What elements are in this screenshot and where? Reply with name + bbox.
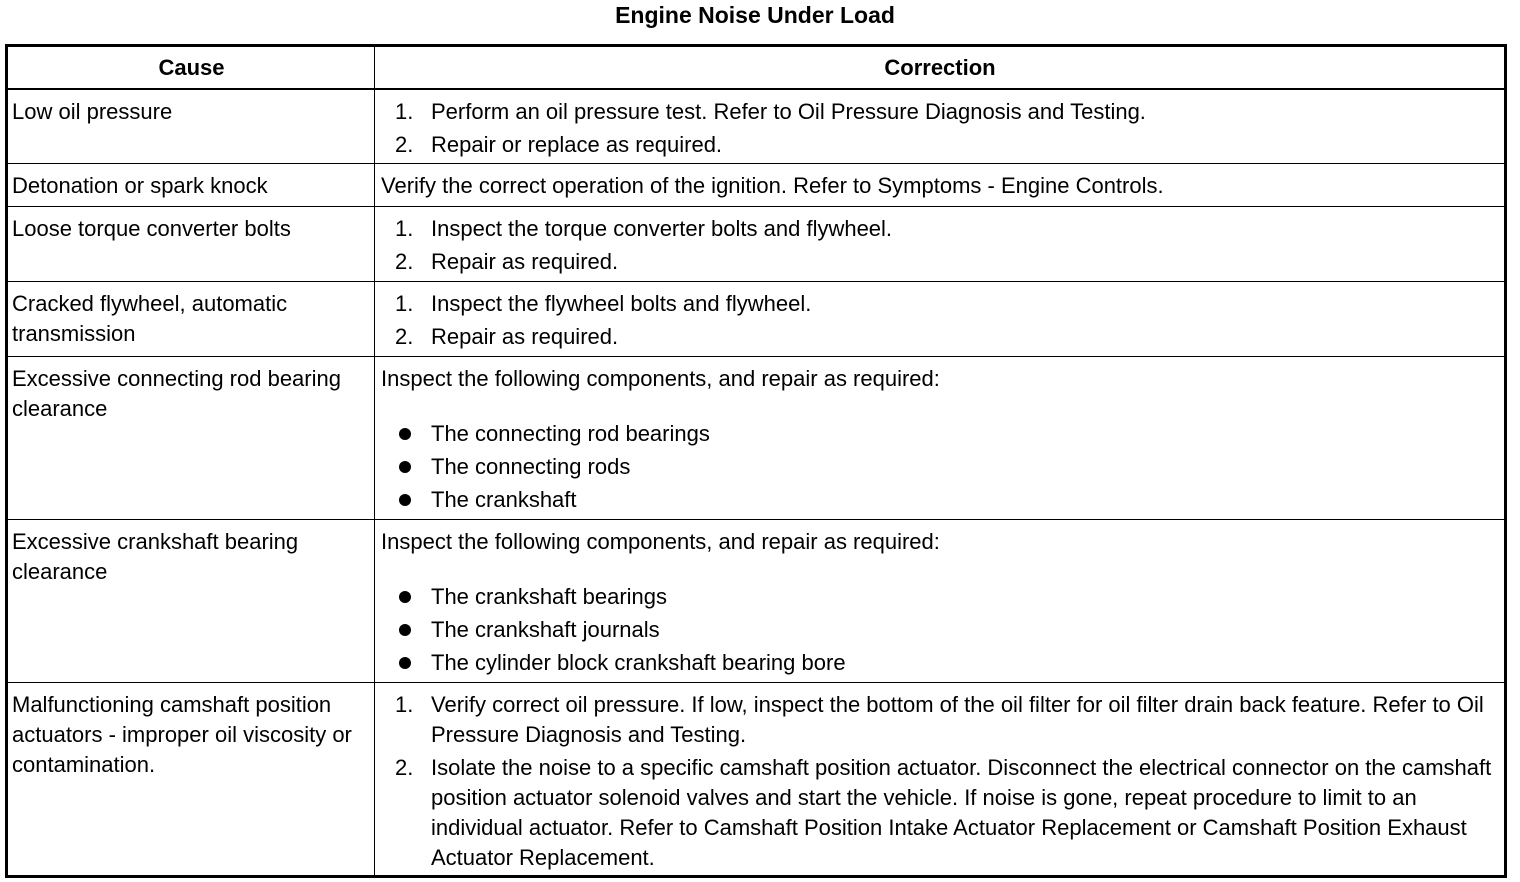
page-title: Engine Noise Under Load xyxy=(615,2,895,28)
step-number: 1. xyxy=(395,291,414,316)
table-row xyxy=(8,282,1504,357)
step-number: 1. xyxy=(395,692,414,717)
header-cause: Cause xyxy=(158,55,225,80)
correction-cell xyxy=(381,97,1499,163)
cause-cell: Excessive connecting rod bearing clearance xyxy=(12,366,341,421)
correction-cell xyxy=(381,690,1499,876)
correction-text: Inspect the following components, and repair as required: xyxy=(381,366,940,391)
cause-cell: Detonation or spark knock xyxy=(12,173,268,198)
cause-cell: Cracked flywheel, automatic transmission xyxy=(12,291,288,346)
table-row xyxy=(8,357,1504,520)
correction-cell xyxy=(381,214,1499,280)
bullet-icon xyxy=(399,461,411,473)
table-row xyxy=(8,90,1504,164)
step-item: 1. Perform an oil pressure test. Refer to Oil Pressure Diagnosis and Testing. xyxy=(381,97,1499,127)
table-row xyxy=(8,164,1504,207)
correction-text: Inspect the following components, and repair as required: xyxy=(381,529,940,554)
step-item: 1. Inspect the torque converter bolts and flywheel. xyxy=(381,214,1499,244)
step-number: 2. xyxy=(395,324,414,349)
correction-cell xyxy=(381,364,1499,518)
step-number: 2. xyxy=(395,755,414,780)
table-row xyxy=(8,683,1504,875)
diagnosis-table xyxy=(5,44,1507,878)
step-item: 1. Verify correct oil pressure. If low, inspect the bottom of the oil filter for oil filter drain back feature. Refer to Oil Pressure Diagnosis and Testing. xyxy=(395,692,1484,747)
step-number: 2. xyxy=(395,249,414,274)
correction-cell xyxy=(381,527,1499,681)
cause-cell: Malfunctioning camshaft position actuators - improper oil viscosity or contamination. xyxy=(12,692,352,777)
bullet-icon xyxy=(399,494,411,506)
bullet-icon xyxy=(399,657,411,669)
bullet-icon xyxy=(399,624,411,636)
bullet-item: The connecting rod bearings xyxy=(381,419,1499,449)
step-item: 2. Isolate the noise to a specific camshaft position actuator. Disconnect the electrical connector on the camshaft position actuator solenoid valves and start the vehicle. If noise is gone, repeat procedure to limit to an individual actuator. Refer to Camshaft Position Intake Actuator Replacement or Camshaft Position Exhaust Actuator Replacement. xyxy=(395,755,1492,870)
table-header xyxy=(8,47,1504,90)
step-item: 1. Inspect the flywheel bolts and flywheel. xyxy=(381,289,1499,319)
cause-cell: Loose torque converter bolts xyxy=(12,216,291,241)
cause-cell: Excessive crankshaft bearing clearance xyxy=(12,529,299,584)
bullet-item: The crankshaft journals xyxy=(381,615,1499,645)
step-number: 1. xyxy=(395,216,414,241)
table-row xyxy=(8,207,1504,282)
bullet-item: The crankshaft bearings xyxy=(381,582,1499,612)
step-item: 2. Repair or replace as required. xyxy=(381,130,1499,160)
correction-cell xyxy=(381,171,1499,201)
cause-cell: Low oil pressure xyxy=(12,99,173,124)
correction-text: Verify the correct operation of the ignition. Refer to Symptoms - Engine Controls. xyxy=(381,173,1164,198)
bullet-item: The cylinder block crankshaft bearing bore xyxy=(381,648,1499,678)
header-correction: Correction xyxy=(884,55,996,80)
step-item: 2. Repair as required. xyxy=(381,247,1499,277)
bullet-icon xyxy=(399,428,411,440)
step-number: 1. xyxy=(395,99,414,124)
correction-cell xyxy=(381,289,1499,355)
bullet-item: The crankshaft xyxy=(381,485,1499,515)
bullet-icon xyxy=(399,591,411,603)
table-row xyxy=(8,520,1504,683)
step-item: 2. Repair as required. xyxy=(381,322,1499,352)
step-number: 2. xyxy=(395,132,414,157)
bullet-item: The connecting rods xyxy=(381,452,1499,482)
